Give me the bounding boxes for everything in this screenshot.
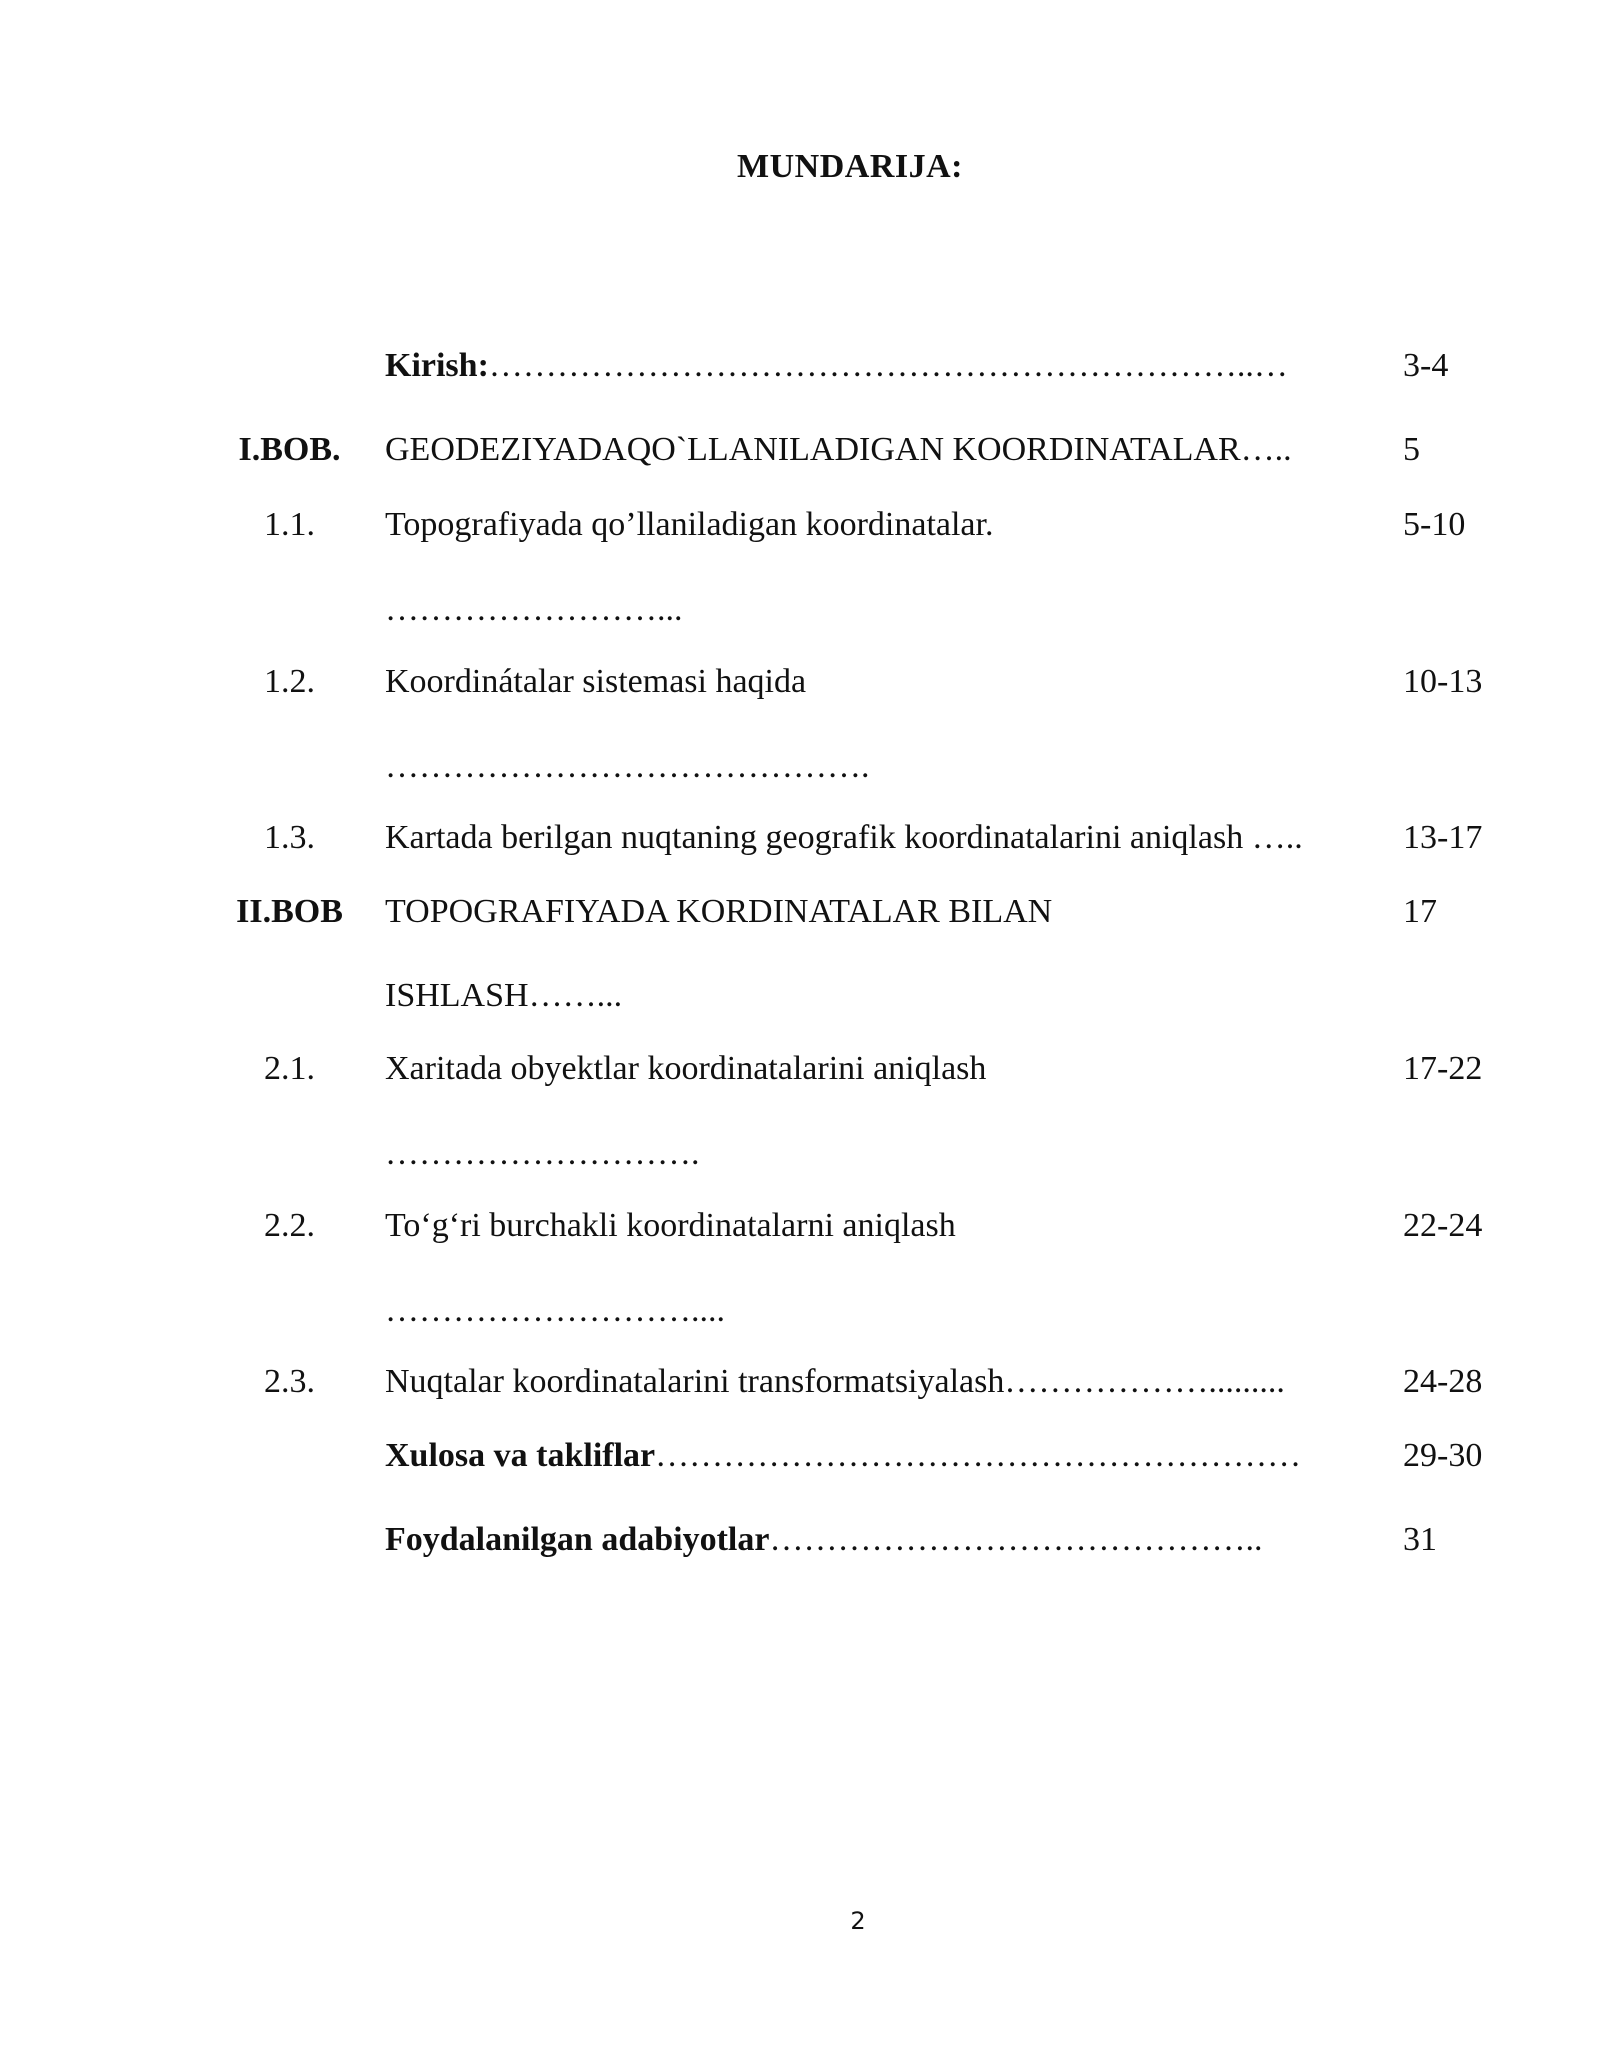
toc-section-leader: ……………………... — [385, 591, 683, 628]
toc-page-number: 10-13 — [1403, 663, 1483, 700]
toc-section-label: 2.2. — [264, 1207, 315, 1244]
toc-entry-bold-text: Kirish: — [385, 347, 489, 384]
toc-chapter-label: II.BOB — [236, 893, 343, 930]
page-number: 2 — [850, 1907, 866, 1935]
toc-section-leader: ………………………. — [385, 1135, 700, 1172]
toc-entry-bold-text: Xulosa va takliflar — [385, 1437, 656, 1474]
toc-page-number: 17 — [1403, 893, 1437, 930]
toc-page-number: 31 — [1403, 1521, 1437, 1558]
toc-entry-references — [385, 1520, 1262, 1560]
toc-section-title: Xaritada obyektlar koordinatalarini aniqlash — [385, 1050, 987, 1087]
toc-page-number: 24-28 — [1403, 1363, 1483, 1400]
toc-entry-leader: …………………………………………………………..… — [488, 347, 1288, 384]
toc-section-leader: ……………………….... — [385, 1292, 725, 1329]
toc-page-number: 5-10 — [1403, 506, 1466, 543]
toc-section-label: 2.1. — [264, 1050, 315, 1087]
toc-entry-intro — [385, 346, 1288, 386]
toc-page-number: 13-17 — [1403, 819, 1483, 856]
toc-chapter-title: GEODEZIYADAQO`LLANILADIGAN KOORDINATALAR….. — [385, 431, 1292, 468]
toc-entry-leader: …………………………………….. — [769, 1521, 1263, 1558]
toc-section-label: 1.3. — [264, 819, 315, 856]
toc-page-number: 22-24 — [1403, 1207, 1483, 1244]
toc-entry-leader: ………………………………………………… — [655, 1437, 1302, 1474]
toc-page-number: 17-22 — [1403, 1050, 1483, 1087]
toc-section-label: 2.3. — [264, 1363, 315, 1400]
toc-section-title: Kartada berilgan nuqtaning geografik koordinatalarini aniqlash ….. — [385, 819, 1303, 856]
toc-section-title: Topografiyada qo’llaniladigan koordinatalar. — [385, 506, 994, 543]
toc-section-label: 1.1. — [264, 506, 315, 543]
toc-chapter-label: I.BOB. — [238, 431, 341, 468]
toc-section-label: 1.2. — [264, 663, 315, 700]
toc-entry-conclusion — [385, 1436, 1301, 1476]
toc-section-title: Nuqtalar koordinatalarini transformatsiyalash………………......... — [385, 1363, 1285, 1400]
toc-page-number: 29-30 — [1403, 1437, 1483, 1474]
toc-entry-bold-text: Foydalanilgan adabiyotlar — [385, 1521, 770, 1558]
page-title: MUNDARIJA: — [737, 148, 963, 185]
toc-section-title: Koordinátalar sistemasi haqida — [385, 663, 807, 700]
toc-chapter-title-cont: ISHLASH……... — [385, 977, 623, 1014]
toc-section-leader: ……………………………………. — [385, 748, 870, 785]
toc-page-number: 5 — [1403, 431, 1420, 468]
toc-chapter-title: TOPOGRAFIYADA KORDINATALAR BILAN — [385, 893, 1053, 930]
toc-page-number: 3-4 — [1403, 347, 1449, 384]
toc-section-title: To‘g‘ri burchakli koordinatalarni aniqlash — [385, 1207, 956, 1244]
